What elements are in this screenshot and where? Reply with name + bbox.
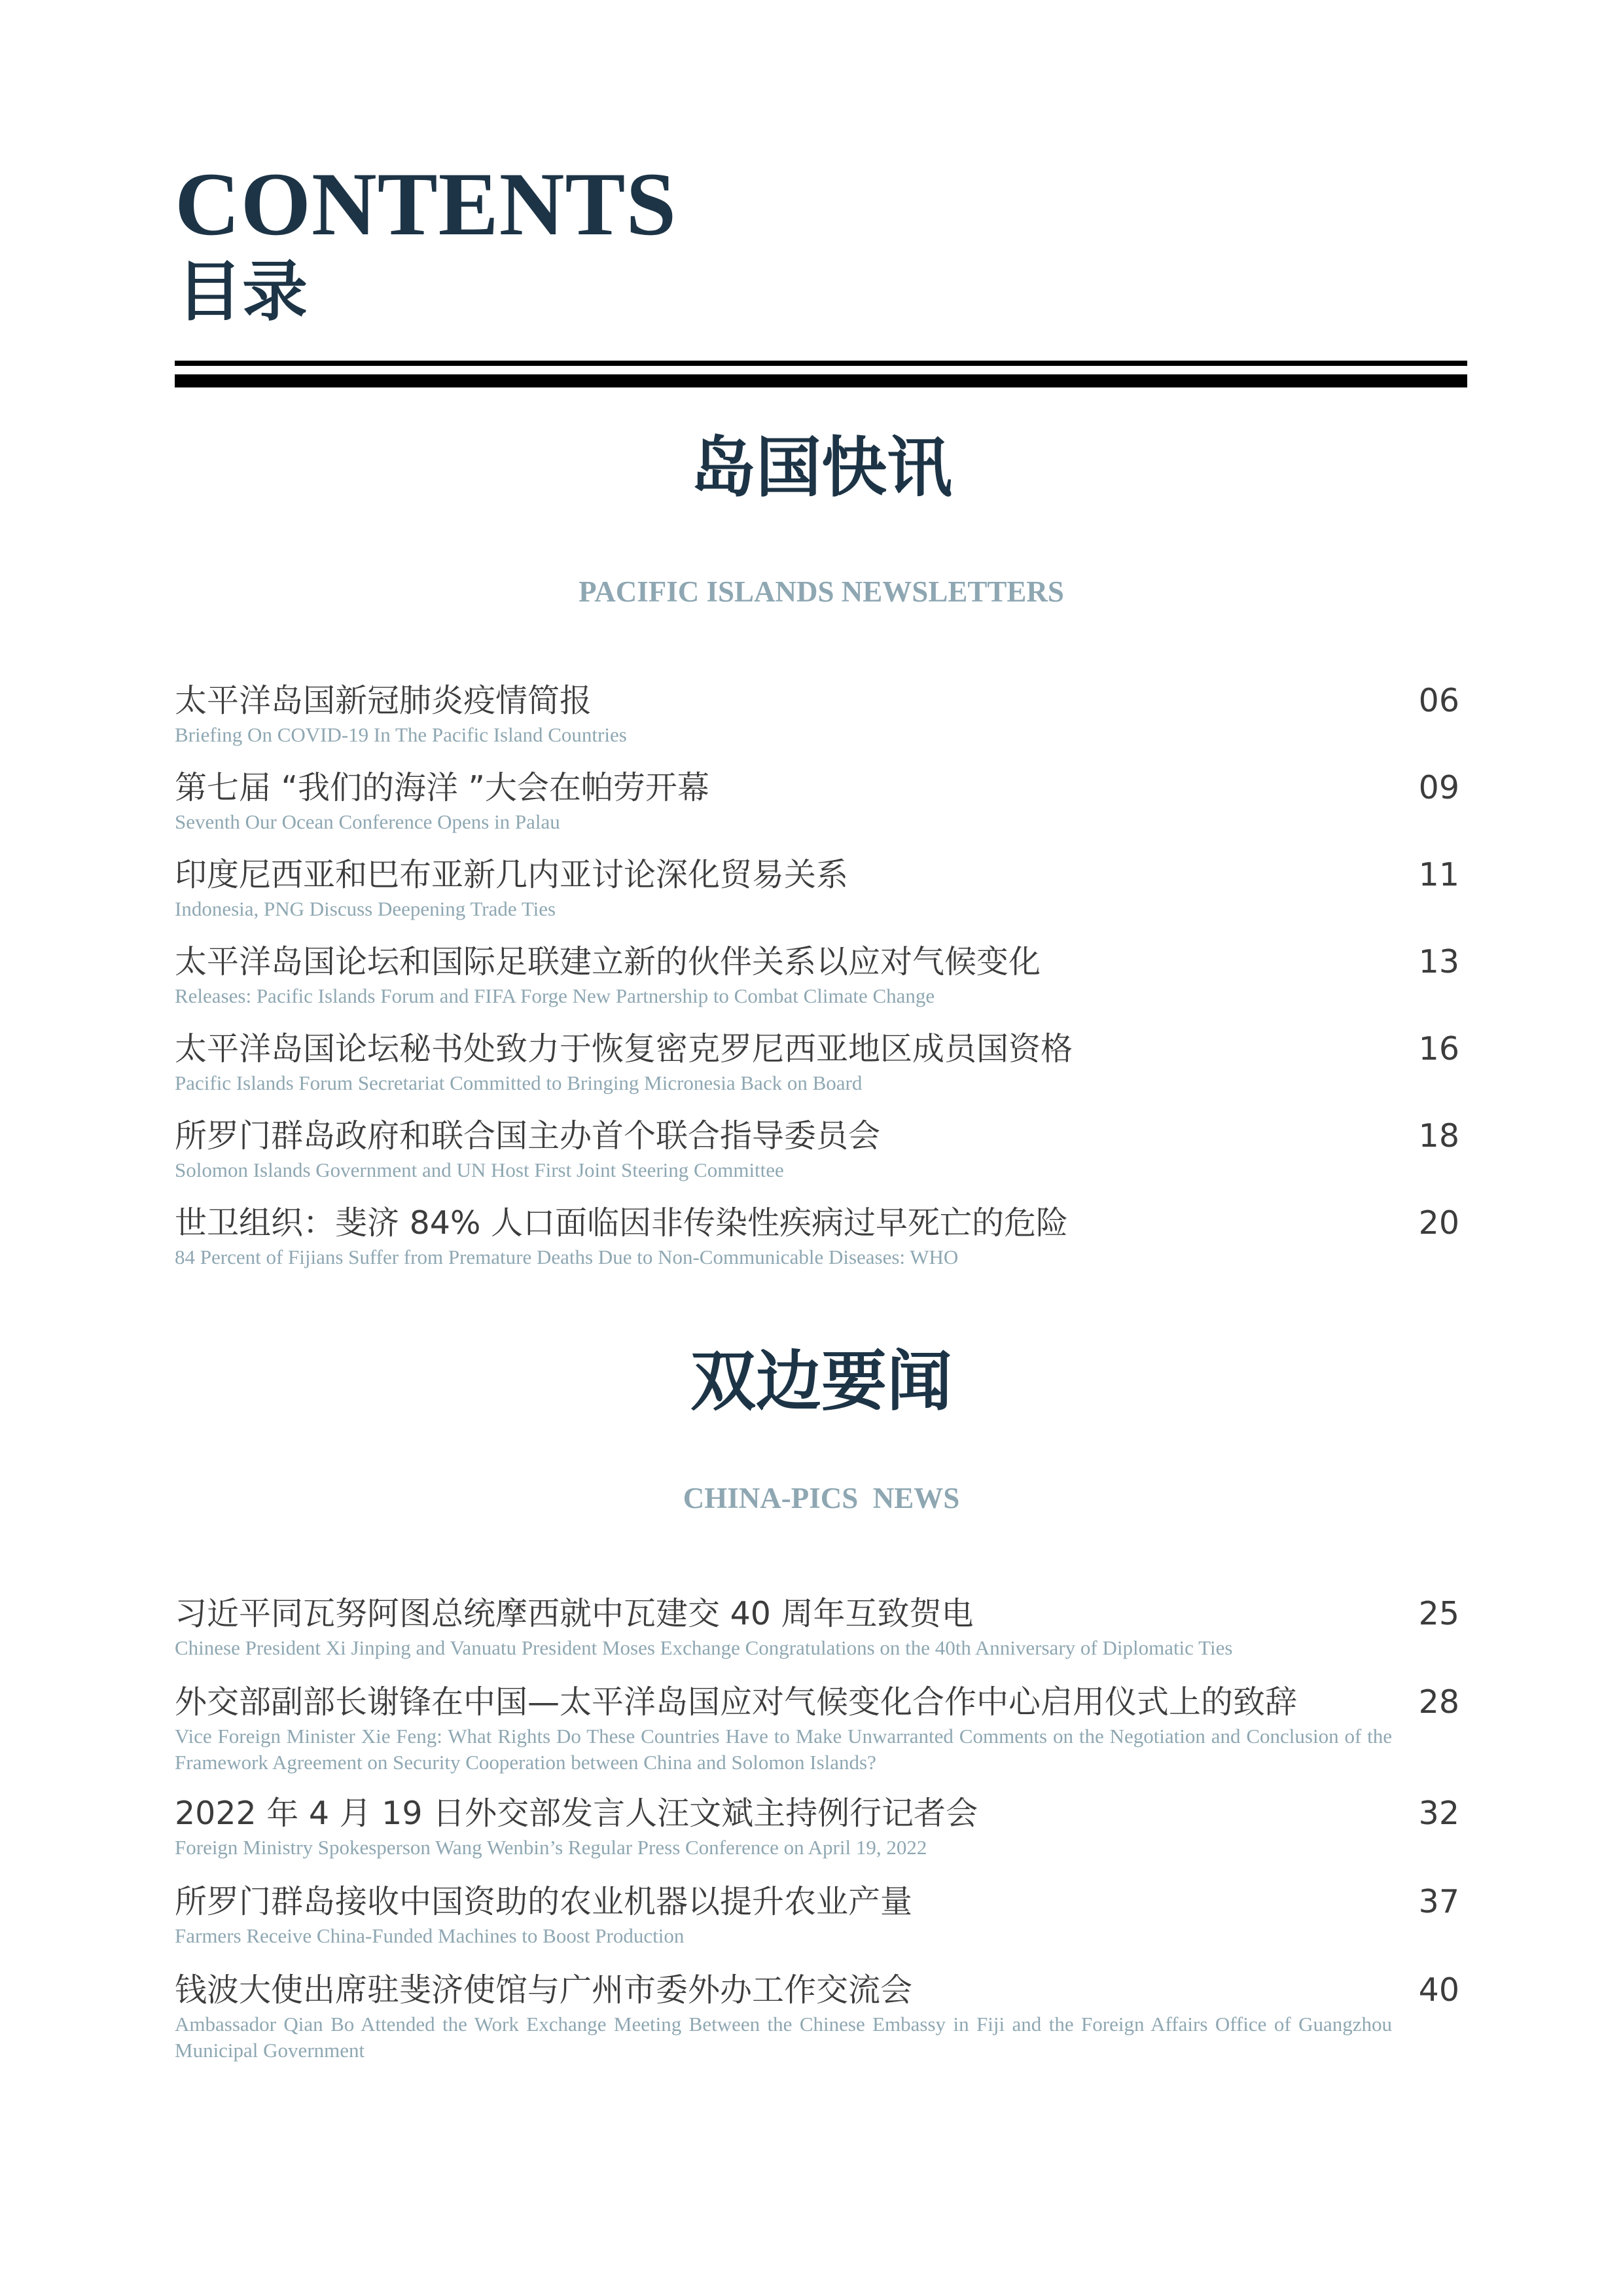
toc-entry[interactable] [175, 1881, 1467, 1969]
toc-entry-title-zh: 太平洋岛国论坛和国际足联建立新的伙伴关系以应对气候变化 [175, 943, 1041, 980]
toc-entry[interactable] [175, 1681, 1467, 1793]
toc-list-pacific-islands [175, 680, 1467, 1289]
toc-entry-title-zh: 太平洋岛国论坛秘书处致力于恢复密克罗尼西亚地区成员国资格 [175, 1030, 1073, 1067]
toc-entry-page-number: 37 [1418, 1883, 1459, 1920]
toc-entry-title-en: Ambassador Qian Bo Attended the Work Exchange Meeting Between the Chinese Embassy in Fiji and the Foreign Affairs Office of Guangzhou Municipal Government [175, 2013, 1392, 2062]
toc-entry-page-number: 25 [1418, 1595, 1459, 1632]
header-divider-thin [175, 361, 1467, 366]
toc-entry-title-zh: 太平洋岛国新冠肺炎疫情简报 [175, 682, 592, 719]
toc-entry-page-number: 11 [1418, 856, 1459, 893]
toc-entry[interactable] [175, 680, 1467, 767]
toc-entry-title-zh: 外交部副部长谢锋在中国—太平洋岛国应对气候变化合作中心启用仪式上的致辞 [175, 1683, 1298, 1721]
toc-entry-title-zh: 世卫组织：斐济 84% 人口面临因非传染性疾病过早死亡的危险 [175, 1204, 1069, 1242]
toc-entry-title-zh: 第七届 “我们的海洋 ”大会在帕劳开幕 [175, 769, 709, 806]
toc-entry-title-en: Vice Foreign Minister Xie Feng: What Rights Do These Countries Have to Make Unwarranted Comments on the Negotiation and Conclusion of the Framework Agreement on Security Cooperation between China and Solomon Islands? [175, 1725, 1392, 1774]
toc-entry-title-zh: 习近平同瓦努阿图总统摩西就中瓦建交 40 周年互致贺电 [175, 1595, 974, 1632]
toc-entry[interactable] [175, 1202, 1467, 1289]
toc-entry-page-number: 09 [1418, 769, 1459, 806]
toc-entry-title-zh: 2022 年 4 月 19 日外交部发言人汪文斌主持例行记者会 [175, 1795, 978, 1832]
toc-entry-title-en: 84 Percent of Fijians Suffer from Premature Deaths Due to Non-Communicable Diseases: WHO [175, 1246, 959, 1268]
toc-entry[interactable] [175, 1115, 1467, 1202]
section-title-pacific-islands-newsletters: PACIFIC ISLANDS NEWSLETTERS [579, 575, 1064, 608]
toc-entry-title-zh: 钱波大使出席驻斐济使馆与广州市委外办工作交流会 [175, 1971, 913, 2009]
section-title-pacific-islands-newsletters-zh: 岛国快讯 [690, 429, 952, 506]
toc-entry-title-en: Farmers Receive China-Funded Machines to Boost Production [175, 1924, 685, 1947]
toc-entry[interactable] [175, 767, 1467, 854]
toc-entry-page-number: 18 [1418, 1117, 1459, 1155]
toc-entry[interactable] [175, 1593, 1467, 1681]
toc-entry[interactable] [175, 854, 1467, 941]
toc-entry-title-zh: 印度尼西亚和巴布亚新几内亚讨论深化贸易关系 [175, 856, 849, 893]
toc-entry-title-zh: 所罗门群岛政府和联合国主办首个联合指导委员会 [175, 1117, 881, 1155]
toc-entry-title-en: Indonesia, PNG Discuss Deepening Trade Ties [175, 897, 556, 920]
toc-entry-page-number: 16 [1418, 1030, 1459, 1067]
toc-entry-title-en: Pacific Islands Forum Secretariat Committed to Bringing Micronesia Back on Board [175, 1071, 863, 1094]
toc-entry[interactable] [175, 1028, 1467, 1115]
toc-list-china-pics [175, 1593, 1467, 2081]
toc-entry[interactable] [175, 1793, 1467, 1881]
toc-entry-title-en: Foreign Ministry Spokesperson Wang Wenbin’s Regular Press Conference on April 19, 2022 [175, 1836, 927, 1859]
toc-entry[interactable] [175, 1969, 1467, 2081]
toc-entry-title-en: Solomon Islands Government and UN Host First Joint Steering Committee [175, 1158, 784, 1181]
toc-entry-page-number: 20 [1418, 1204, 1459, 1242]
toc-entry-title-en: Releases: Pacific Islands Forum and FIFA Forge New Partnership to Combat Climate Change [175, 984, 935, 1007]
toc-entry-page-number: 06 [1418, 682, 1459, 719]
header-divider-thick [175, 374, 1467, 387]
toc-entry-page-number: 40 [1418, 1971, 1459, 2009]
contents-title: CONTENTS [175, 154, 677, 254]
toc-entry-page-number: 28 [1418, 1683, 1459, 1721]
toc-entry-title-en: Chinese President Xi Jinping and Vanuatu President Moses Exchange Congratulations on the 40th Anniversary of Diplomatic Ties [175, 1636, 1233, 1659]
section-title-china-pics-news: CHINA-PICS NEWS [683, 1482, 960, 1515]
toc-entry-page-number: 13 [1418, 943, 1459, 980]
toc-entry-title-zh: 所罗门群岛接收中国资助的农业机器以提升农业产量 [175, 1883, 913, 1920]
section-title-china-pics-news-zh: 双边要闻 [690, 1342, 952, 1420]
contents-title-chinese: 目录 [177, 253, 308, 330]
toc-entry[interactable] [175, 941, 1467, 1028]
toc-entry-title-en: Briefing On COVID-19 In The Pacific Island Countries [175, 723, 627, 746]
toc-entry-title-en: Seventh Our Ocean Conference Opens in Palau [175, 810, 560, 833]
toc-entry-page-number: 32 [1418, 1795, 1459, 1832]
